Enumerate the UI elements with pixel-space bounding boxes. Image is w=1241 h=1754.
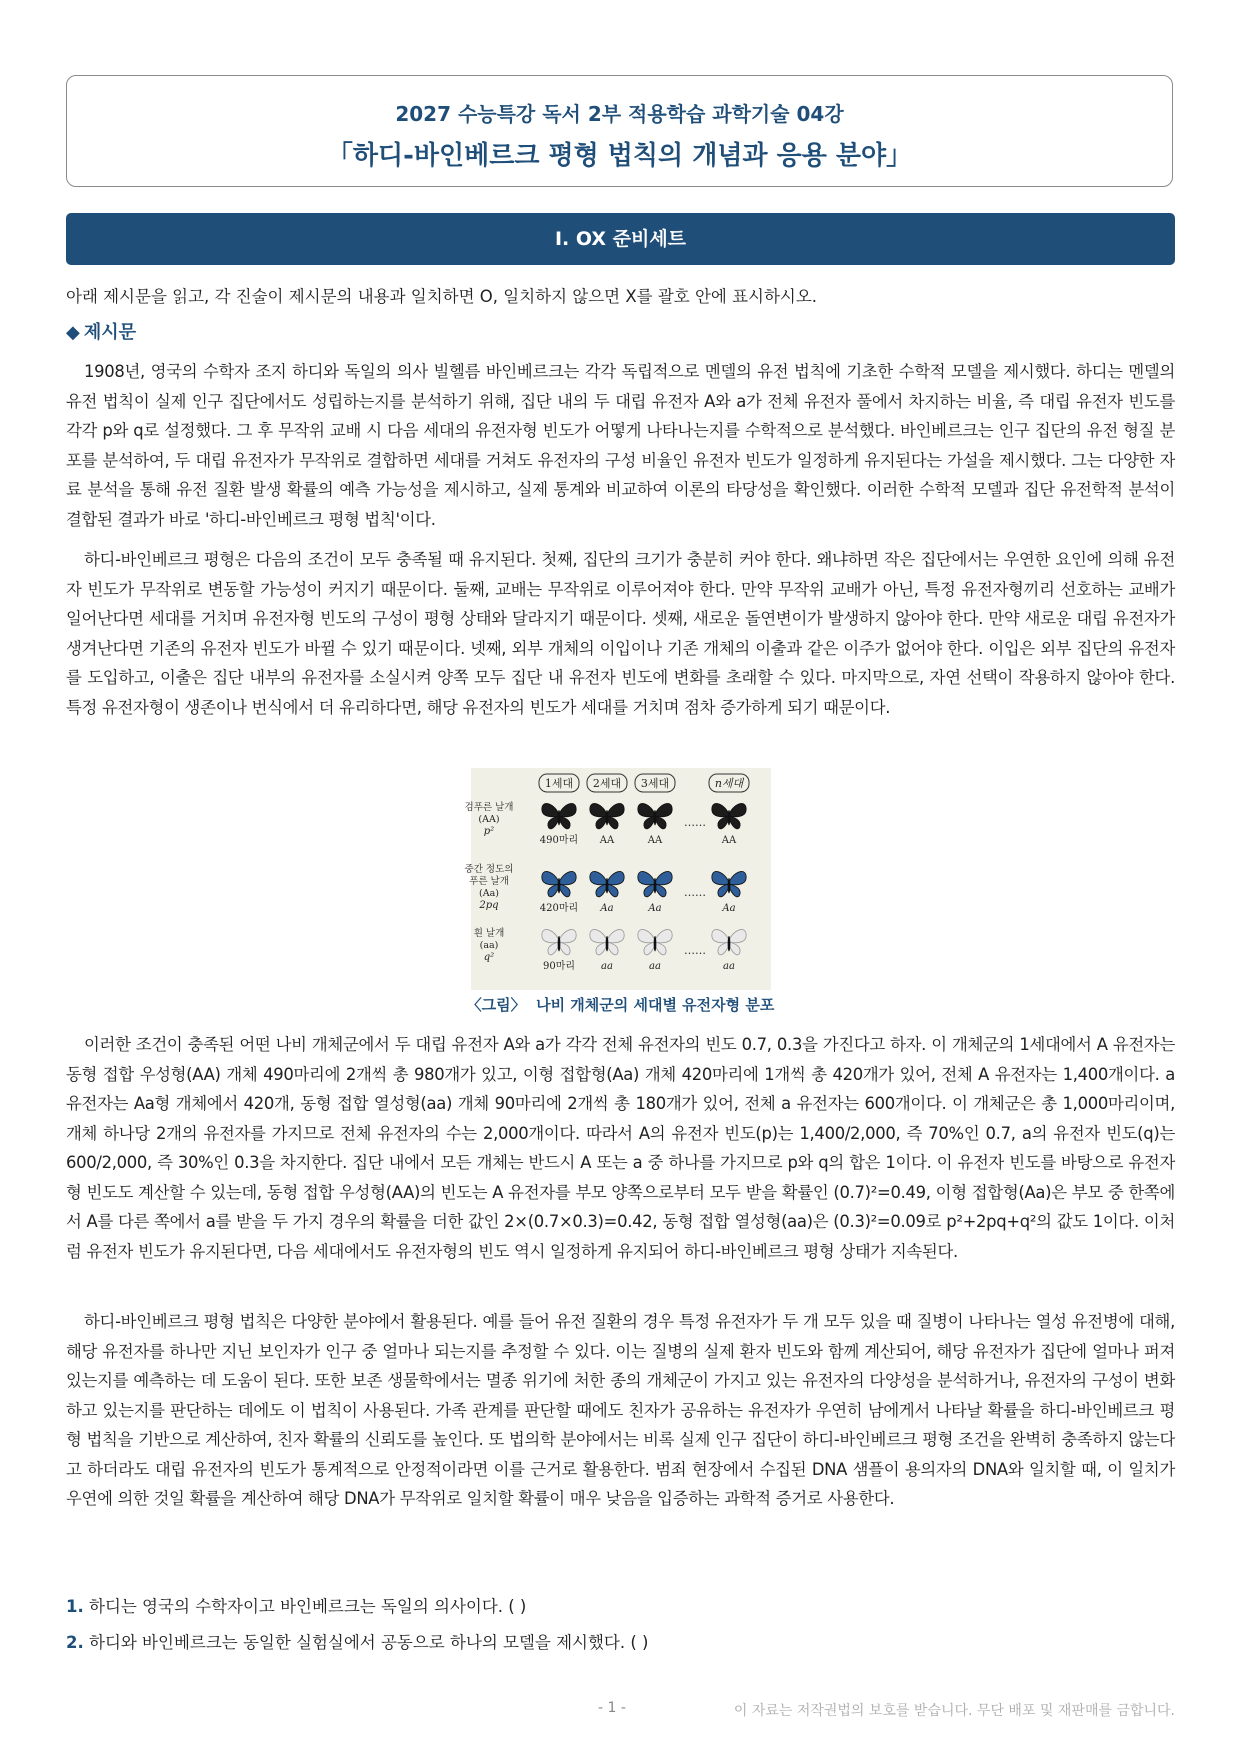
butterfly-body: [606, 936, 609, 951]
wing-upper-right: [655, 871, 672, 884]
butterfly-body: [654, 936, 657, 951]
butterfly-body: [654, 810, 657, 825]
wing-lower-left: [548, 816, 559, 829]
generation-label: [635, 774, 675, 792]
wing-lower-left: [596, 816, 607, 829]
wing-lower-left: [548, 942, 559, 955]
genotype-label: AA: [647, 835, 663, 846]
wing-lower-right: [655, 884, 666, 897]
row-label: 중간 정도의: [464, 864, 514, 875]
count-label: 420마리: [539, 903, 579, 914]
genotype-label: AA: [721, 835, 737, 846]
figure-caption: [66, 994, 1175, 1015]
wing-lower-right: [559, 942, 570, 955]
butterfly-icon: [542, 803, 576, 828]
wing-lower-left: [644, 816, 655, 829]
copyright-notice: 이 자료는 저작권법의 보호를 받습니다. 무단 배포 및 재판매를 금합니다.: [733, 1703, 1175, 1719]
butterfly-body: [558, 878, 561, 893]
genotype-label: aa: [649, 961, 661, 972]
wing-lower-right: [729, 884, 740, 897]
wing-upper-right: [729, 871, 746, 884]
row-label: p²: [483, 826, 495, 837]
wing-upper-left: [712, 803, 729, 816]
dots-label: ……: [684, 886, 706, 899]
wing-lower-right: [607, 816, 618, 829]
butterfly-figure-svg: [464, 768, 771, 990]
lesson-title: 「하디-바인베르크 평형 법칙의 개념과 응용 분야」: [326, 141, 913, 171]
figure-caption-text: 나비 개체군의 세대별 유전자형 분포: [536, 996, 775, 1014]
wing-lower-left: [718, 816, 729, 829]
butterfly-body: [558, 810, 561, 825]
wing-upper-left: [638, 929, 655, 942]
figure-caption-prefix: 〈그림〉: [466, 996, 526, 1014]
butterfly-icon: [542, 929, 576, 954]
butterfly-body: [728, 936, 731, 951]
page-number: - 1 -: [598, 1700, 626, 1716]
dots-label: ……: [684, 816, 706, 829]
butterfly-icon: [638, 871, 672, 896]
butterfly-body: [558, 936, 561, 951]
question-2: [66, 1629, 648, 1653]
wing-lower-right: [655, 942, 666, 955]
wing-upper-right: [655, 803, 672, 816]
question-text: 하디는 영국의 수학자이고 바인베르크는 독일의 의사이다. ( ): [89, 1597, 527, 1616]
wing-upper-right: [607, 871, 624, 884]
section-title: Ⅰ. OX 준비세트: [66, 213, 1175, 265]
wing-lower-left: [644, 884, 655, 897]
genotype-label: aa: [601, 961, 613, 972]
genotype-label: AA: [599, 835, 615, 846]
generation-text: n세대: [714, 777, 744, 790]
wing-upper-left: [638, 803, 655, 816]
genotype-label: Aa: [600, 903, 614, 914]
butterfly-icon: [590, 929, 624, 954]
wing-upper-left: [590, 871, 607, 884]
wing-upper-right: [607, 929, 624, 942]
butterfly-icon: [638, 929, 672, 954]
genotype-label: aa: [723, 961, 735, 972]
wing-upper-left: [542, 871, 559, 884]
wing-upper-right: [559, 803, 576, 816]
wing-upper-left: [638, 871, 655, 884]
wing-upper-left: [590, 929, 607, 942]
row-label: 검푸른 날개: [464, 802, 514, 813]
genotype-label: Aa: [722, 903, 736, 914]
butterfly-body: [728, 810, 731, 825]
wing-upper-left: [542, 929, 559, 942]
butterfly-icon: [712, 803, 746, 828]
row-label: (Aa): [479, 888, 499, 899]
generation-text: 1세대: [544, 777, 574, 790]
wing-lower-left: [548, 884, 559, 897]
generation-text: 3세대: [640, 777, 670, 790]
generation-label: [587, 774, 627, 792]
row-label: 흰 날개: [473, 928, 505, 939]
wing-lower-left: [718, 884, 729, 897]
butterfly-icon: [712, 871, 746, 896]
wing-upper-right: [655, 929, 672, 942]
dots-label: ……: [684, 944, 706, 957]
butterfly-body: [728, 878, 731, 893]
wing-lower-right: [655, 816, 666, 829]
butterfly-body: [654, 878, 657, 893]
butterfly-icon: [542, 871, 576, 896]
row-label: (aa): [479, 940, 499, 951]
butterfly-figure: [464, 768, 771, 990]
generation-label: [539, 774, 579, 792]
instruction-text: 아래 제시문을 읽고, 각 진술이 제시문의 내용과 일치하면 O, 일치하지 않으면 X를 괄호 안에 표시하시오.: [66, 287, 818, 306]
wing-lower-right: [729, 942, 740, 955]
butterfly-icon: [638, 803, 672, 828]
wing-lower-right: [559, 884, 570, 897]
wing-upper-left: [542, 803, 559, 816]
paragraph-2: 하디-바인베르크 평형은 다음의 조건이 모두 충족될 때 유지된다. 첫째, 집단의 크기가 충분히 커야 한다. 왜냐하면 작은 집단에서는 우연한 요인에 의해 유전자 빈도가 무작위로 변동할 가능성이 커지기 때문이다. 둘째, 교배는 무작위로 이루어져야 한다. 만약 무작위 교배가 아닌, 특정 유전자형끼리 선호하는 교배가 일어난다면 세대를 거치며 유전자형 빈도의 구성이 평형 상태와 달라지기 때문이다. 셋째, 새로운 돌연변이가 발생하지 않아야 한다. 만약 새로운 대립 유전자가 생겨난다면 기존의 유전자 빈도가 바뀔 수 있기 때문이다. 넷째, 외부 개체의 이입이나 기존 개체의 이출과 같은 이주가 없어야 한다. 이입은 외부 집단의 유전자를 도입하고, 이출은 집단 내부의 유전자를 소실시켜 양쪽 모두 집단 내 유전자 빈도에 변화를 초래할 수 있다. 마지막으로, 자연 선택이 작용하지 않아야 한다. 특정 유전자형이 생존이나 번식에서 더 유리하다면, 해당 유전자의 빈도가 세대를 거치며 점차 증가하게 되기 때문이다.: [66, 550, 1175, 717]
paragraph-1: 1908년, 영국의 수학자 조지 하디와 독일의 의사 빌헬름 바인베르크는 각각 독립적으로 멘델의 유전 법칙에 기초한 수학적 모델을 제시했다. 하디는 멘델의 유전 법칙이 실제 인구 집단에서도 성립하는지를 분석하기 위해, 집단 내의 두 대립 유전자 A와 a가 전체 유전자 풀에서 차지하는 비율, 즉 대립 유전자 빈도를 각각 p와 q로 설정했다. 그 후 무작위 교배 시 다음 세대의 유전자형 빈도가 어떻게 나타나는지를 수학적으로 분석했다. 바인베르크는 인구 집단의 유전 형질 분포를 분석하여, 두 대립 유전자가 무작위로 결합하면 세대를 거쳐도 유전자의 구성 비율인 유전자 빈도가 일정하게 유지된다는 가설을 제시했다. 그는 다양한 자료 분석을 통해 유전 질환 발생 확률의 예측 가능성을 제시하고, 실제 통계와 비교하여 이론의 타당성을 확인했다. 이러한 수학적 모델과 집단 유전학적 분석이 결합된 결과가 바로 '하디-바인베르크 평형 법칙'이다.: [66, 362, 1175, 529]
question-1: [66, 1593, 526, 1617]
passage-heading-label: 제시문: [83, 322, 137, 343]
count-label: 490마리: [539, 835, 579, 846]
wing-upper-left: [590, 803, 607, 816]
butterfly-icon: [712, 929, 746, 954]
butterfly-body: [606, 878, 609, 893]
wing-upper-right: [729, 803, 746, 816]
wing-lower-left: [644, 942, 655, 955]
wing-upper-left: [712, 871, 729, 884]
wing-lower-right: [607, 884, 618, 897]
generation-text: 2세대: [592, 777, 622, 790]
genotype-label: Aa: [648, 903, 662, 914]
row-label: (AA): [478, 814, 500, 825]
row-label: 푸른 날개: [469, 876, 509, 887]
wing-upper-right: [729, 929, 746, 942]
wing-upper-right: [559, 929, 576, 942]
row-label: 2pq: [479, 900, 499, 911]
generation-label: [709, 774, 749, 792]
wing-lower-right: [559, 816, 570, 829]
question-number: 2.: [66, 1633, 84, 1652]
wing-lower-left: [718, 942, 729, 955]
wing-upper-right: [607, 803, 624, 816]
question-text: 하디와 바인베르크는 동일한 실험실에서 공동으로 하나의 모델을 제시했다. ( ): [89, 1633, 649, 1652]
course-title: 2027 수능특강 독서 2부 적용학습 과학기술 04강: [395, 102, 844, 126]
row-label: q²: [483, 952, 495, 963]
wing-lower-left: [596, 884, 607, 897]
wing-lower-right: [729, 816, 740, 829]
paragraph-4: 하디-바인베르크 평형 법칙은 다양한 분야에서 활용된다. 예를 들어 유전 질환의 경우 특정 유전자가 두 개 모두 있을 때 질병이 나타나는 열성 유전병에 대해, 해당 유전자를 하나만 지닌 보인자가 인구 중 얼마나 되는지를 추정할 수 있다. 이는 질병의 실제 환자 빈도와 함께 계산되어, 해당 유전자가 집단에 얼마나 퍼져 있는지를 예측하는 데 도움이 된다. 또한 보존 생물학에서는 멸종 위기에 처한 종의 개체군이 가지고 있는 유전자의 다양성을 분석하거나, 유전자의 구성이 변화하고 있는지를 판단하는 데에도 이 법칙이 사용된다. 가족 관계를 판단할 때에도 친자가 공유하는 유전자가 우연히 남에게서 나타날 확률을 하디-바인베르크 평형 법칙을 기반으로 계산하여, 친자 확률의 신뢰도를 높인다. 또 법의학 분야에서는 비록 실제 인구 집단이 하디-바인베르크 평형 조건을 완벽히 충족하지 않는다고 하더라도 대립 유전자의 빈도가 통계적으로 안정적이라면 이를 근거로 활용한다. 범죄 현장에서 수집된 DNA 샘플이 용의자의 DNA와 일치할 때, 이 일치가 우연에 의한 것일 확률을 계산하여 해당 DNA가 무작위로 일치할 확률이 매우 낮음을 입증하는 과학적 증거로 사용한다.: [66, 1312, 1175, 1508]
wing-lower-left: [596, 942, 607, 955]
passage-heading: [66, 318, 136, 344]
wing-upper-left: [712, 929, 729, 942]
butterfly-icon: [590, 803, 624, 828]
paragraph-3: 이러한 조건이 충족된 어떤 나비 개체군에서 두 대립 유전자 A와 a가 각각 전체 유전자의 빈도 0.7, 0.3을 가진다고 하자. 이 개체군의 1세대에서 A 유전자는 동형 접합 우성형(AA) 개체 490마리에 2개씩 총 980개가 있고, 이형 접합형(Aa) 개체 420마리에 1개씩 총 420개가 있어, 전체 A 유전자는 1,400개이다. a 유전자는 Aa형 개체에서 420개, 동형 접합 열성형(aa) 개체 90마리에 2개씩 총 180개가 있어, 전체 a 유전자는 600개이다. 이 개체군은 총 1,000마리이며, 개체 하나당 2개의 유전자를 가지므로 전체 유전자의 수는 2,000개이다. 따라서 A의 유전자 빈도(p)는 1,400/2,000, 즉 70%인 0.7, a의 유전자 빈도(q)는 600/2,000, 즉 30%인 0.3을 차지한다. 집단 내에서 모든 개체는 반드시 A 또는 a 중 하나를 가지므로 p와 q의 합은 1이다. 이 유전자 빈도를 바탕으로 유전자형 빈도도 계산할 수 있는데, 동형 접합 우성형(AA)의 빈도는 A 유전자를 부모 양쪽으로부터 모두 받을 확률인 (0.7)²=0.49, 이형 접합형(Aa)은 부모 중 한쪽에서 A를 다른 쪽에서 a를 받을 두 가지 경우의 확률을 더한 값인 2×(0.7×0.3)=0.42, 동형 접합 열성형(aa)은 (0.3)²=0.09로 p²+2pq+q²의 값도 1이다. 이처럼 유전자 빈도가 유지된다면, 다음 세대에서도 유전자형의 빈도 역시 일정하게 유지되어 하디-바인베르크 평형 상태가 지속된다.: [66, 1035, 1175, 1261]
wing-upper-right: [559, 871, 576, 884]
count-label: 90마리: [542, 961, 576, 972]
title-box: [66, 75, 1173, 187]
diamond-icon: ◆: [66, 322, 80, 343]
butterfly-icon: [590, 871, 624, 896]
butterfly-body: [606, 810, 609, 825]
wing-lower-right: [607, 942, 618, 955]
question-number: 1.: [66, 1597, 84, 1616]
